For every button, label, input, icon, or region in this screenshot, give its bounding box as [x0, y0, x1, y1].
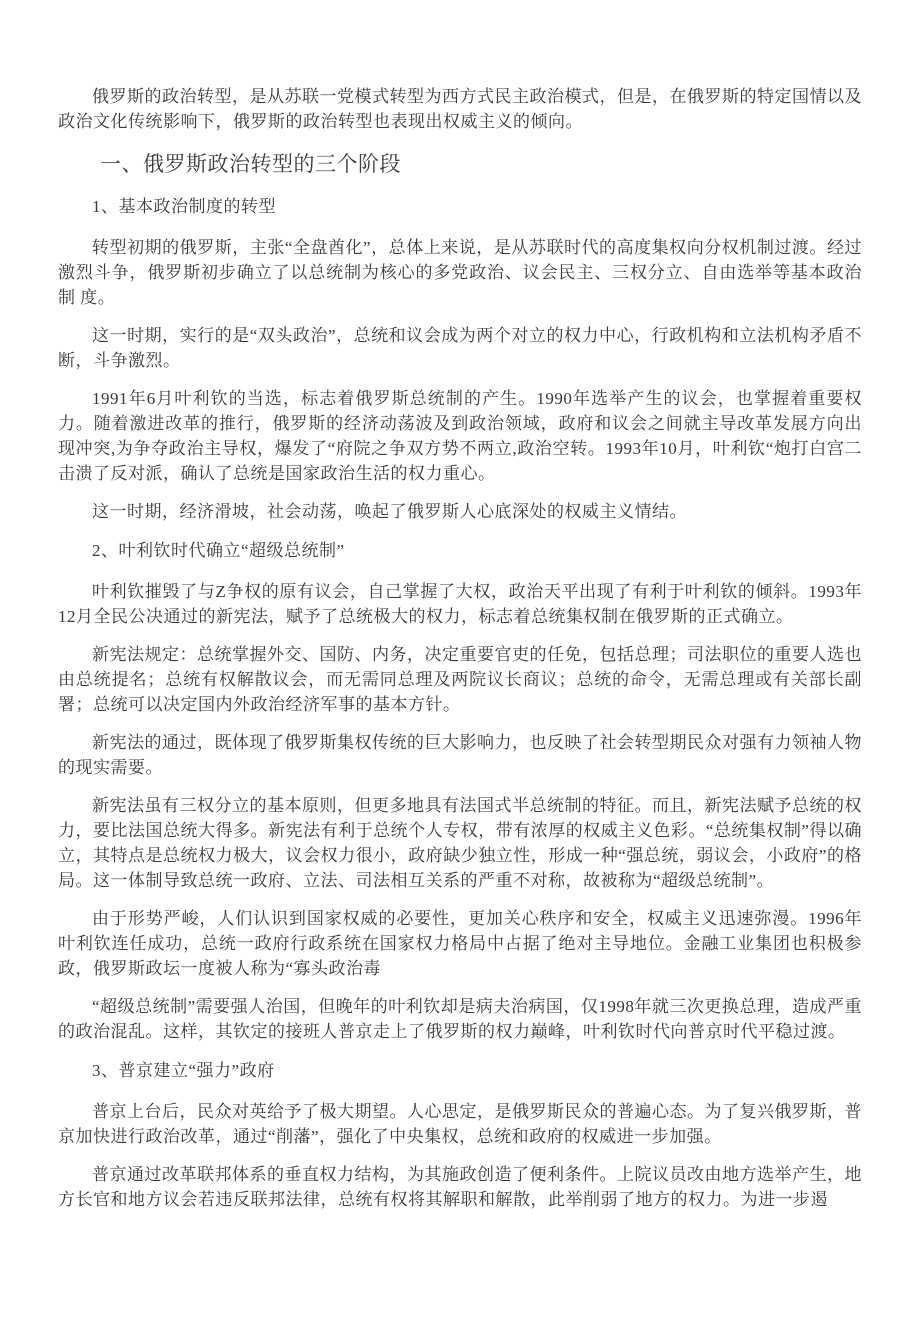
- intro-paragraph: 俄罗斯的政治转型，是从苏联一党模式转型为西方式民主政治模式，但是，在俄罗斯的特定国情以及政治文化传统影响下，俄罗斯的政治转型也表现出权威主义的倾向。: [58, 87, 862, 131]
- paragraph: 新宪法规定：总统掌握外交、国防、内务，决定重要官吏的任免，包括总理；司法职位的重要人选也由总统提名；总统有权解散议会，而无需同总理及两院议长商议；总统的命令，无需总理或有关部长副署；总统可以决定国内外政治经济军事的基本方针。: [58, 645, 862, 714]
- subsection-heading-2: 2、叶利钦时代确立“超级总统制”: [92, 541, 345, 560]
- paragraph: 这一时期，经济滑坡，社会动荡，唤起了俄罗斯人心底深处的权威主义情结。: [92, 502, 687, 521]
- subsection-heading-3: 3、普京建立“强力”政府: [92, 1061, 275, 1080]
- subsection-heading-1: 1、基本政治制度的转型: [92, 197, 276, 216]
- section-heading-1: 一、俄罗斯政治转型的三个阶段: [100, 152, 401, 176]
- paragraph: 1991年6月叶利钦的当选，标志着俄罗斯总统制的产生。1990年选举产生的议会，也掌握着重要权力。随着激进改革的推行，俄罗斯的经济动荡波及到政治领域，政府和议会之间就主导改革发展方向出现冲突,为争夺政治主导权，爆发了“府院之争双方势不两立,政治空转。1993年10月，叶利钦“炮打白宫二击溃了反对派，确认了总统是国家政治生活的权力重心。: [58, 389, 862, 483]
- paragraph: 叶利钦摧毁了与Z争权的原有议会，自己掌握了大权，政治天平出现了有利于叶利钦的倾斜。1993年12月全民公决通过的新宪法，赋予了总统极大的权力，标志着总统集权制在俄罗斯的正式确立。: [58, 582, 862, 626]
- paragraph: 普京上台后，民众对英给予了极大期望。人心思定，是俄罗斯民众的普遍心态。为了复兴俄罗斯，普京加快进行政治改革，通过“削藩”，强化了中央集权，总统和政府的权威进一步加强。: [58, 1102, 862, 1146]
- paragraph: 普京通过改革联邦体系的垂直权力结构，为其施政创造了便利条件。上院议员改由地方选举产生，地方长官和地方议会若违反联邦法律，总统有权将其解职和解散，此举削弱了地方的权力。为进一步遏: [58, 1165, 862, 1209]
- paragraph: 转型初期的俄罗斯，主张“全盘酋化”，总体上来说，是从苏联时代的高度集权向分权机制过渡。经过激烈斗争，俄罗斯初步确立了以总统制为核心的多党政治、议会民主、三权分立、自由选举等基本政治制 度。: [58, 238, 862, 307]
- paragraph: 新宪法虽有三权分立的基本原则，但更多地具有法国式半总统制的特征。而且，新宪法赋予总统的权力，要比法国总统大得多。新宪法有利于总统个人专权，带有浓厚的权威主义色彩。“总统集权制”得以确立，其特点是总统权力极大，议会权力很小，政府缺少独立性，形成一种“强总统，弱议会，小政府”的格局。这一体制导致总统一政府、立法、司法相互关系的严重不对称，故被称为“超级总统制”。: [58, 796, 862, 890]
- paragraph: 这一时期，实行的是“双头政治”，总统和议会成为两个对立的权力中心，行政机构和立法机构矛盾不断，斗争激烈。: [58, 326, 862, 370]
- paragraph: 新宪法的通过，既体现了俄罗斯集权传统的巨大影响力，也反映了社会转型期民众对强有力领袖人物的现实需要。: [58, 733, 862, 777]
- paragraph: 由于形势严峻，人们认识到国家权威的必要性，更加关心秩序和安全，权威主义迅速弥漫。1996年叶利钦连任成功，总统一政府行政系统在国家权力格局中占据了绝对主导地位。金融工业集团也积极参政，俄罗斯政坛一度被人称为“寡头政治毒: [58, 909, 862, 978]
- paragraph: “超级总统制”需要强人治国，但晚年的叶利钦却是病夫治病国，仅1998年就三次更换总理，造成严重的政治混乱。这样，其钦定的接班人普京走上了俄罗斯的权力巅峰，叶利钦时代向普京时代平稳过渡。: [58, 997, 862, 1041]
